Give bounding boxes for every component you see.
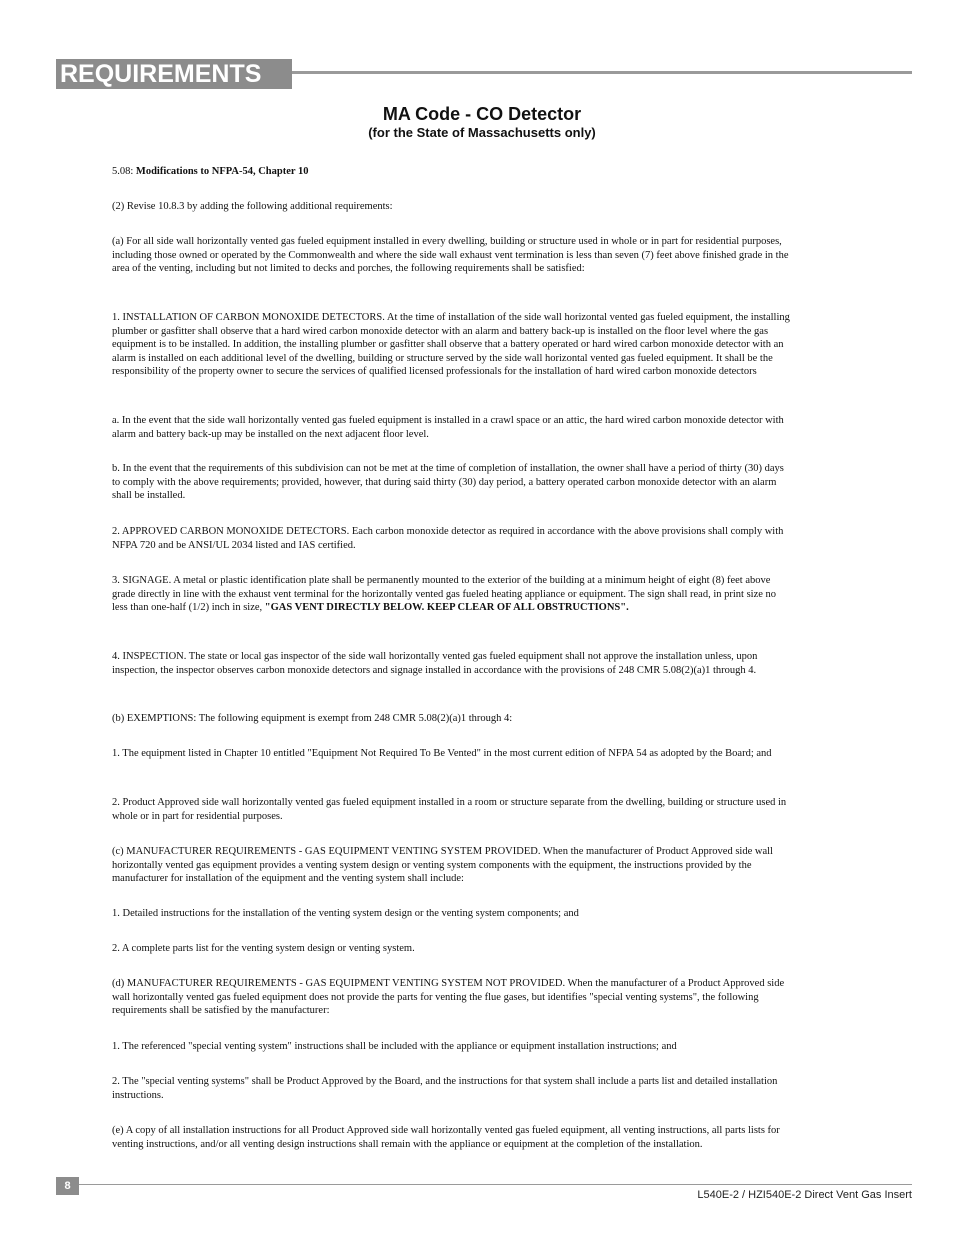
paragraph-inspection: 4. INSPECTION. The state or local gas inspector of the side wall horizontally vented gas fueled equipment shall not approve the installation unless, upon inspection, the inspector observes carbon monoxide detectors and signage installed in accordance with the provisions of 248 CMR 5.08(2)(a)1 through 4. [112,651,758,676]
paragraph-a-scope: (a) For all side wall horizontally vented gas fueled equipment installed in every dwelling, building or structure used in whole or in part for residential purposes, including those owned or operated by the Commonwealth and where the side wall exhaust vent termination is less than seven (7) feet above finished grade in the area of the venting, including but not limited to decks and porches, the following requirements shall be satisfied: [112,236,789,275]
header-divider [292,71,912,74]
paragraph-signage [112,574,792,615]
section-heading-text: Modifications to NFPA-54, Chapter 10 [135,166,309,177]
paragraph-e-copy: (e) A copy of all installation instructions for all Product Approved side wall horizontally vented gas fueled equipment, all venting instructions, all parts lists for venting instructions, and/or all venting design instructions shall remain with the appliance or equipment at the completion of the installation. [112,1125,780,1150]
paragraph-d-item-2: 2. The "special venting systems" shall be Product Approved by the Board, and the instructions for that system shall include a parts list and detailed installation instructions. [112,1076,778,1101]
paragraph-exemption-1: 1. The equipment listed in Chapter 10 entitled "Equipment Not Required To Be Vented" in the most current edition of NFPA 54 as adopted by the Board; and [112,748,772,759]
paragraph-d-venting-not-provided: (d) MANUFACTURER REQUIREMENTS - GAS EQUIPMENT VENTING SYSTEM NOT PROVIDED. When the manufacturer of a Product Approved side wall horizontally vented gas fueled equipment does not provide the parts for venting the flue gases, but identifies "special venting systems", the following requirements shall be satisfied by the manufacturer: [112,978,785,1017]
paragraph-revise: (2) Revise 10.8.3 by adding the following additional requirements: [112,201,393,212]
paragraph-installation-detectors: 1. INSTALLATION OF CARBON MONOXIDE DETECTORS. At the time of installation of the side wall horizontal vented gas fueled equipment, the installing plumber or gasfitter shall observe that a hard wired carbon monoxide detector with an alarm and battery back-up is installed on the floor level where the gas equipment is to be installed. In addition, the installing plumber or gasfitter shall observe that a battery operated or hard wired carbon monoxide detector with an alarm is installed on each additional level of the dwelling, building or structure served by the side wall horizontal vented gas fueled equipment. It shall be the responsibility of the property owner to secure the services of qualified licensed professionals for the installation of hard wired carbon monoxide detectors [112,312,790,378]
document-title: MA Code - CO Detector [382,104,582,124]
paragraph-thirty-days: b. In the event that the requirements of this subdivision can not be met at the time of completion of installation, the owner shall have a period of thirty (30) days to comply with the above requirements; provided, however, that during said thirty (30) day period, a battery operated carbon monoxide detector with an alarm shall be installed. [112,463,784,502]
paragraph-c-item-1: 1. Detailed instructions for the installation of the venting system design or the venting system components; and [112,908,579,919]
signage-text: 3. SIGNAGE. A metal or plastic identification plate shall be permanently mounted to the exterior of the building at a minimum height of eight (8) feet above grade directly in line with the exhaust vent terminal for the horizontally vented gas fueled heating appliance or equipment. The sign shall read, in print size no less than one-half (1/2) inch in size, [112,575,777,614]
paragraph-c-item-2: 2. A complete parts list for the venting system design or venting system. [112,943,415,954]
paragraph-exemptions: (b) EXEMPTIONS: The following equipment is exempt from 248 CMR 5.08(2)(a)1 through 4: [112,713,513,724]
footer-document-name: L540E-2 / HZI540E-2 Direct Vent Gas Insert [697,1189,912,1201]
paragraph-c-venting-provided: (c) MANUFACTURER REQUIREMENTS - GAS EQUIPMENT VENTING SYSTEM PROVIDED. When the manufacturer of Product Approved side wall horizontally vented gas equipment provides a venting system design or venting system components with the equipment, the instructions provided by the manufacturer for installation of the equipment and the venting system shall include: [112,846,773,885]
section-header-title: REQUIREMENTS [60,60,262,88]
paragraph-crawl-space: a. In the event that the side wall horizontally vented gas fueled equipment is installed in a crawl space or an attic, the hard wired carbon monoxide detector with alarm and battery back-up may be installed on the next adjacent floor level. [112,415,784,440]
paragraph-exemption-2: 2. Product Approved side wall horizontally vented gas fueled equipment installed in a room or structure separate from the dwelling, building or structure used in whole or in part for residential purposes. [112,797,787,822]
footer-divider [79,1184,912,1185]
document-subtitle: (for the State of Massachusetts only) [368,125,596,140]
section-heading [112,165,792,179]
page-number-badge: 8 [56,1177,79,1195]
signage-quote: "GAS VENT DIRECTLY BELOW. KEEP CLEAR OF ALL OBSTRUCTIONS". [264,602,629,614]
paragraph-d-item-1: 1. The referenced "special venting system" instructions shall be included with the appliance or equipment installation instructions; and [112,1041,677,1052]
section-prefix: 5.08: [112,166,136,177]
paragraph-approved-detectors: 2. APPROVED CARBON MONOXIDE DETECTORS. Each carbon monoxide detector as required in accordance with the above provisions shall comply with NFPA 720 and be ANSI/UL 2034 listed and IAS certified. [112,526,784,551]
